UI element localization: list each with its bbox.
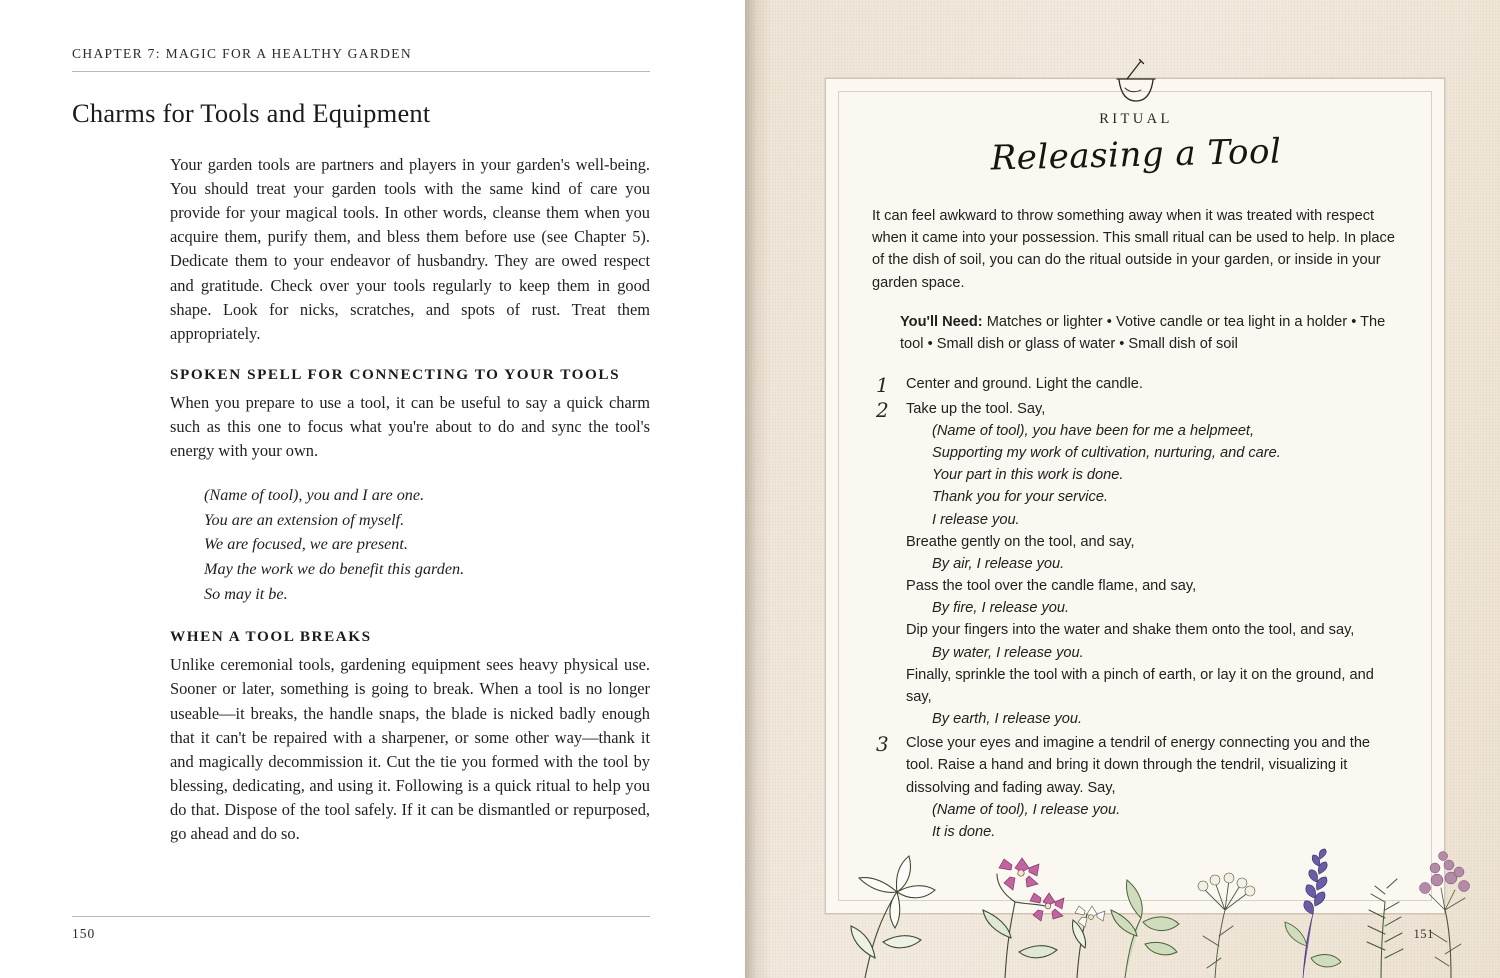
chant-line: Your part in this work is done. — [932, 467, 1124, 484]
step-line: Breathe gently on the tool, and say, — [906, 533, 1135, 550]
chant-line: I release you. — [932, 511, 1020, 528]
chant-line: It is done. — [932, 823, 996, 840]
ritual-step — [872, 373, 1400, 398]
step-line: Close your eyes and imagine a tendril of energy connecting you and the tool. Raise a hand and bring it down through the tendril, visualizing it dissolving and fading away. Say, — [906, 735, 1371, 796]
gutter-shadow — [745, 0, 771, 978]
footer-divider — [72, 916, 650, 917]
left-page — [0, 0, 745, 978]
chant-line: By fire, I release you. — [932, 600, 1070, 617]
step-line: Dip your fingers into the water and shake them onto the tool, and say, — [906, 622, 1355, 639]
chant-line: Thank you for your service. — [932, 489, 1109, 506]
mortar-and-pestle-icon — [826, 57, 1446, 112]
step-line: Center and ground. Light the candle. — [906, 376, 1143, 393]
step-line: Finally, sprinkle the tool with a pinch of earth, or lay it on the ground, and say, — [906, 666, 1374, 705]
left-body-column — [170, 153, 650, 846]
ritual-kicker: RITUAL — [1099, 111, 1173, 127]
ritual-step — [872, 732, 1400, 843]
ritual-intro: It can feel awkward to throw something away when it was treated with respect when it came into your possession. This small ritual can be used to help. In place of the dish of soil, you can do the ritual outside in your garden, or inside in your garden space. — [872, 208, 1395, 291]
header-divider — [72, 71, 650, 72]
chant-line: (Name of tool), you have been for me a helpmeet, — [932, 422, 1255, 439]
ritual-steps — [872, 373, 1400, 843]
verse-line: So may it be. — [204, 584, 288, 603]
paragraph-intro: Your garden tools are partners and players in your garden's well-being. You should treat your garden tools with the same kind of care you provide for your magical tools. In other words, cleanse them when you acquire them, purify them, and bless them before use (see Chapter 5). Dedicate them to your endeavor of husbandry. They are owed respect and gratitude. Check over your tools regularly to keep them in good shape. Look for nicks, scratches, and spots of rust. Treat them appropriately. — [170, 155, 650, 343]
chant-line: By earth, I release you. — [932, 711, 1083, 728]
step-number: 1 — [876, 373, 889, 398]
materials-label: You'll Need: — [900, 313, 983, 330]
page-number-left: 150 — [72, 926, 96, 941]
running-head: CHAPTER 7: MAGIC FOR A HEALTHY GARDEN — [72, 46, 412, 61]
chant-line: (Name of tool), I release you. — [932, 801, 1121, 818]
ritual-card — [825, 78, 1445, 914]
ritual-body — [872, 205, 1400, 845]
ritual-title: Releasing a Tool — [990, 131, 1282, 179]
chant-line: Supporting my work of cultivation, nurturing, and care. — [932, 444, 1281, 461]
chant-line: By water, I release you. — [932, 644, 1084, 661]
right-page — [745, 0, 1500, 978]
page-number-right: 151 — [1413, 927, 1434, 941]
chant-line: By air, I release you. — [932, 555, 1065, 572]
paragraph-tool-breaks: Unlike ceremonial tools, gardening equipment sees heavy physical use. Sooner or later, something is going to break. When a tool is no longer useable—it breaks, the handle snaps, the blade is nicked badly enough that it can't be repaired with a sharpener, or some other way—thank it and magically decommission it. Cut the tie you formed with the tool by blessing, dedicating, and using it. Following is a quick ritual to help you do that. Dispose of the tool safely. If it can be dismantled or repurposed, go ahead and do so. — [170, 655, 650, 844]
step-line: Pass the tool over the candle flame, and say, — [906, 578, 1197, 595]
step-line: Take up the tool. Say, — [906, 400, 1046, 417]
section-heading-spoken-spell: SPOKEN SPELL FOR CONNECTING TO YOUR TOOLS — [170, 365, 621, 383]
step-number: 3 — [876, 732, 889, 757]
left-folio — [72, 916, 650, 942]
materials-text: Matches or lighter • Votive candle or tea light in a holder • The tool • Small dish or glass of water • Small dish of soil — [900, 313, 1386, 352]
left-page-content — [72, 46, 650, 866]
verse-line: We are focused, we are present. — [204, 535, 408, 554]
verse-line: May the work we do benefit this garden. — [204, 560, 465, 579]
page-title: Charms for Tools and Equipment — [72, 98, 431, 128]
verse-line: (Name of tool), you and I are one. — [204, 486, 425, 505]
verse-spoken-spell — [204, 483, 650, 606]
section-heading-tool-breaks: WHEN A TOOL BREAKS — [170, 628, 372, 646]
materials-list — [900, 312, 1400, 356]
step-number: 2 — [876, 397, 889, 422]
verse-line: You are an extension of myself. — [204, 510, 405, 529]
ritual-step — [872, 398, 1400, 731]
paragraph-spoken-spell: When you prepare to use a tool, it can be useful to say a quick charm such as this one to focus what you're about to do and sync the tool's energy with your own. — [170, 392, 650, 461]
